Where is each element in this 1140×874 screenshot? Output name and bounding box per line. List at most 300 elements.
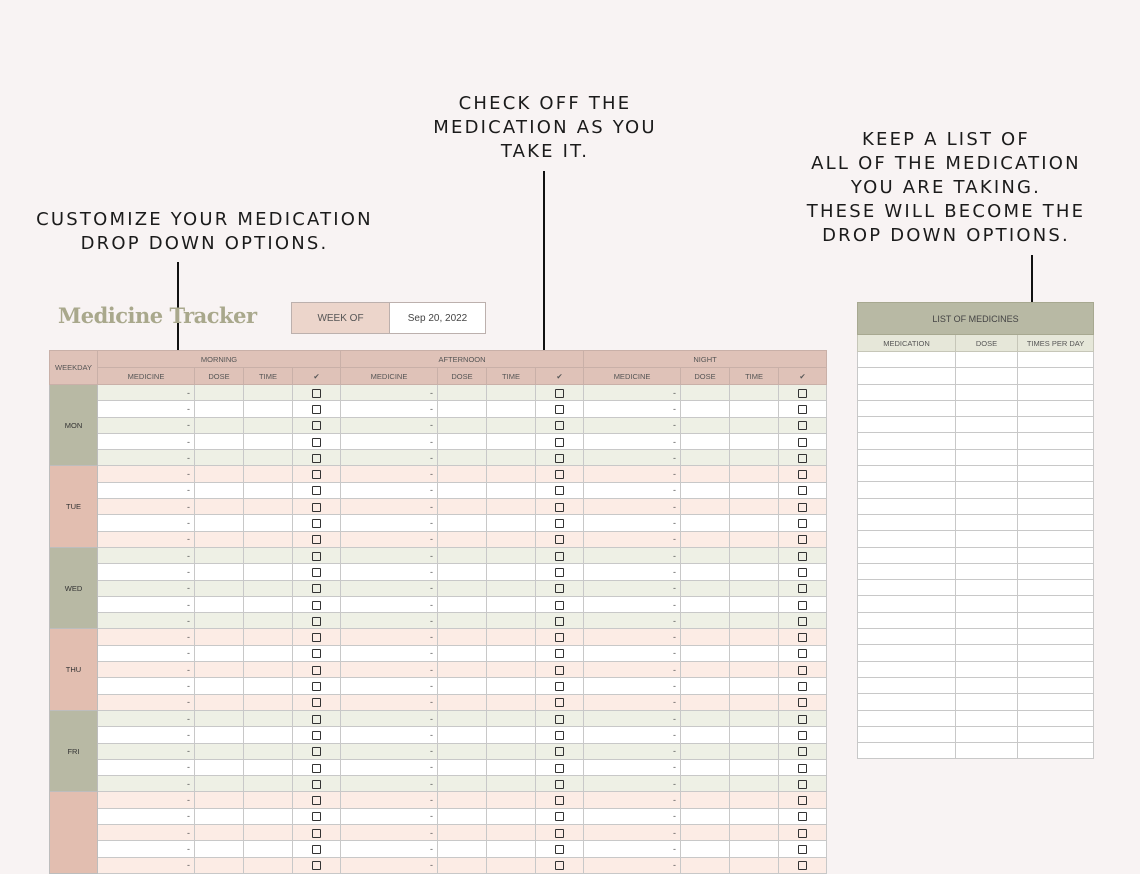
medicine-dropdown[interactable]: - [584, 645, 681, 661]
dose-cell[interactable] [438, 645, 487, 661]
week-of-input[interactable]: Sep 20, 2022 [390, 303, 485, 333]
medicine-dropdown[interactable]: - [341, 564, 438, 580]
medicine-dropdown[interactable]: - [98, 482, 195, 498]
medicine-dropdown[interactable]: - [341, 710, 438, 726]
dose-cell[interactable] [438, 433, 487, 449]
checkbox[interactable] [555, 747, 564, 756]
checkbox[interactable] [555, 829, 564, 838]
medicine-dropdown[interactable]: - [341, 515, 438, 531]
time-cell[interactable] [244, 385, 293, 401]
time-cell[interactable] [487, 743, 536, 759]
checkbox[interactable] [312, 731, 321, 740]
time-cell[interactable] [244, 433, 293, 449]
time-cell[interactable] [730, 580, 779, 596]
taken-checkbox-cell[interactable] [293, 450, 341, 466]
dose-cell[interactable] [681, 482, 730, 498]
time-cell[interactable] [730, 710, 779, 726]
time-cell[interactable] [244, 547, 293, 563]
taken-checkbox-cell[interactable] [536, 450, 584, 466]
time-cell[interactable] [244, 482, 293, 498]
taken-checkbox-cell[interactable] [779, 433, 827, 449]
taken-checkbox-cell[interactable] [293, 743, 341, 759]
times-per-day-input[interactable] [1018, 514, 1094, 530]
taken-checkbox-cell[interactable] [779, 499, 827, 515]
dose-input[interactable] [956, 743, 1018, 759]
taken-checkbox-cell[interactable] [536, 433, 584, 449]
checkbox[interactable] [798, 682, 807, 691]
medicine-dropdown[interactable]: - [584, 808, 681, 824]
dose-cell[interactable] [681, 662, 730, 678]
dose-cell[interactable] [195, 596, 244, 612]
dose-input[interactable] [956, 612, 1018, 628]
time-cell[interactable] [487, 678, 536, 694]
checkbox[interactable] [555, 454, 564, 463]
taken-checkbox-cell[interactable] [779, 759, 827, 775]
dose-cell[interactable] [195, 808, 244, 824]
time-cell[interactable] [730, 433, 779, 449]
time-cell[interactable] [487, 450, 536, 466]
time-cell[interactable] [730, 515, 779, 531]
taken-checkbox-cell[interactable] [536, 759, 584, 775]
dose-cell[interactable] [195, 857, 244, 873]
checkbox[interactable] [312, 617, 321, 626]
dose-cell[interactable] [681, 580, 730, 596]
time-cell[interactable] [730, 727, 779, 743]
time-cell[interactable] [730, 450, 779, 466]
checkbox[interactable] [555, 568, 564, 577]
time-cell[interactable] [730, 743, 779, 759]
time-cell[interactable] [244, 662, 293, 678]
checkbox[interactable] [312, 682, 321, 691]
medicine-dropdown[interactable]: - [98, 385, 195, 401]
times-per-day-input[interactable] [1018, 531, 1094, 547]
dose-input[interactable] [956, 368, 1018, 384]
medicine-dropdown[interactable]: - [98, 776, 195, 792]
times-per-day-input[interactable] [1018, 352, 1094, 368]
time-cell[interactable] [730, 466, 779, 482]
dose-cell[interactable] [438, 482, 487, 498]
taken-checkbox-cell[interactable] [293, 385, 341, 401]
dose-cell[interactable] [195, 727, 244, 743]
time-cell[interactable] [487, 694, 536, 710]
time-cell[interactable] [487, 808, 536, 824]
checkbox[interactable] [312, 405, 321, 414]
dose-cell[interactable] [195, 792, 244, 808]
checkbox[interactable] [555, 617, 564, 626]
dose-cell[interactable] [438, 808, 487, 824]
dose-input[interactable] [956, 629, 1018, 645]
dose-cell[interactable] [438, 547, 487, 563]
dose-cell[interactable] [195, 433, 244, 449]
times-per-day-input[interactable] [1018, 482, 1094, 498]
medicine-dropdown[interactable]: - [584, 776, 681, 792]
time-cell[interactable] [730, 694, 779, 710]
medicine-dropdown[interactable]: - [584, 433, 681, 449]
taken-checkbox-cell[interactable] [536, 710, 584, 726]
taken-checkbox-cell[interactable] [536, 482, 584, 498]
checkbox[interactable] [798, 454, 807, 463]
dose-cell[interactable] [438, 385, 487, 401]
checkbox[interactable] [555, 731, 564, 740]
medication-input[interactable] [858, 726, 956, 742]
dose-cell[interactable] [195, 743, 244, 759]
time-cell[interactable] [244, 417, 293, 433]
dose-cell[interactable] [195, 531, 244, 547]
taken-checkbox-cell[interactable] [779, 792, 827, 808]
checkbox[interactable] [555, 405, 564, 414]
medication-input[interactable] [858, 514, 956, 530]
time-cell[interactable] [487, 515, 536, 531]
taken-checkbox-cell[interactable] [293, 678, 341, 694]
dose-cell[interactable] [681, 466, 730, 482]
checkbox[interactable] [798, 861, 807, 870]
dose-cell[interactable] [681, 613, 730, 629]
dose-cell[interactable] [681, 401, 730, 417]
dose-cell[interactable] [195, 710, 244, 726]
time-cell[interactable] [244, 531, 293, 547]
time-cell[interactable] [244, 678, 293, 694]
time-cell[interactable] [244, 564, 293, 580]
dose-cell[interactable] [681, 417, 730, 433]
checkbox[interactable] [798, 617, 807, 626]
times-per-day-input[interactable] [1018, 400, 1094, 416]
medication-input[interactable] [858, 498, 956, 514]
time-cell[interactable] [487, 825, 536, 841]
dose-input[interactable] [956, 580, 1018, 596]
time-cell[interactable] [244, 776, 293, 792]
medicine-dropdown[interactable]: - [584, 580, 681, 596]
checkbox[interactable] [312, 486, 321, 495]
times-per-day-input[interactable] [1018, 498, 1094, 514]
time-cell[interactable] [487, 531, 536, 547]
time-cell[interactable] [244, 613, 293, 629]
checkbox[interactable] [798, 796, 807, 805]
medicine-dropdown[interactable]: - [341, 825, 438, 841]
dose-cell[interactable] [438, 678, 487, 694]
times-per-day-input[interactable] [1018, 629, 1094, 645]
time-cell[interactable] [730, 531, 779, 547]
medicine-dropdown[interactable]: - [584, 401, 681, 417]
checkbox[interactable] [798, 486, 807, 495]
checkbox[interactable] [798, 649, 807, 658]
dose-cell[interactable] [438, 499, 487, 515]
time-cell[interactable] [730, 596, 779, 612]
taken-checkbox-cell[interactable] [779, 645, 827, 661]
medicine-dropdown[interactable]: - [584, 727, 681, 743]
time-cell[interactable] [244, 694, 293, 710]
taken-checkbox-cell[interactable] [293, 499, 341, 515]
medication-input[interactable] [858, 629, 956, 645]
medicine-dropdown[interactable]: - [98, 857, 195, 873]
time-cell[interactable] [730, 825, 779, 841]
taken-checkbox-cell[interactable] [536, 776, 584, 792]
taken-checkbox-cell[interactable] [293, 547, 341, 563]
medicine-dropdown[interactable]: - [98, 808, 195, 824]
dose-cell[interactable] [438, 759, 487, 775]
medication-input[interactable] [858, 694, 956, 710]
taken-checkbox-cell[interactable] [779, 629, 827, 645]
checkbox[interactable] [312, 421, 321, 430]
times-per-day-input[interactable] [1018, 661, 1094, 677]
taken-checkbox-cell[interactable] [536, 743, 584, 759]
times-per-day-input[interactable] [1018, 563, 1094, 579]
medication-input[interactable] [858, 482, 956, 498]
checkbox[interactable] [798, 731, 807, 740]
medicine-dropdown[interactable]: - [584, 710, 681, 726]
taken-checkbox-cell[interactable] [779, 482, 827, 498]
time-cell[interactable] [487, 645, 536, 661]
taken-checkbox-cell[interactable] [293, 596, 341, 612]
dose-cell[interactable] [195, 645, 244, 661]
checkbox[interactable] [798, 633, 807, 642]
taken-checkbox-cell[interactable] [293, 825, 341, 841]
taken-checkbox-cell[interactable] [536, 499, 584, 515]
taken-checkbox-cell[interactable] [293, 727, 341, 743]
medicine-dropdown[interactable]: - [341, 808, 438, 824]
medicine-dropdown[interactable]: - [98, 531, 195, 547]
taken-checkbox-cell[interactable] [293, 776, 341, 792]
taken-checkbox-cell[interactable] [293, 580, 341, 596]
dose-cell[interactable] [681, 792, 730, 808]
medicine-dropdown[interactable]: - [584, 825, 681, 841]
time-cell[interactable] [244, 466, 293, 482]
dose-cell[interactable] [195, 385, 244, 401]
medication-input[interactable] [858, 743, 956, 759]
dose-input[interactable] [956, 563, 1018, 579]
taken-checkbox-cell[interactable] [779, 531, 827, 547]
taken-checkbox-cell[interactable] [536, 808, 584, 824]
time-cell[interactable] [487, 857, 536, 873]
medicine-dropdown[interactable]: - [584, 857, 681, 873]
time-cell[interactable] [244, 792, 293, 808]
checkbox[interactable] [555, 845, 564, 854]
dose-cell[interactable] [438, 450, 487, 466]
time-cell[interactable] [487, 547, 536, 563]
medicine-dropdown[interactable]: - [584, 450, 681, 466]
taken-checkbox-cell[interactable] [536, 857, 584, 873]
time-cell[interactable] [244, 808, 293, 824]
checkbox[interactable] [312, 812, 321, 821]
time-cell[interactable] [730, 792, 779, 808]
time-cell[interactable] [730, 759, 779, 775]
taken-checkbox-cell[interactable] [293, 662, 341, 678]
medicine-dropdown[interactable]: - [584, 482, 681, 498]
checkbox[interactable] [798, 764, 807, 773]
time-cell[interactable] [487, 629, 536, 645]
checkbox[interactable] [555, 470, 564, 479]
taken-checkbox-cell[interactable] [293, 531, 341, 547]
medicine-dropdown[interactable]: - [341, 385, 438, 401]
taken-checkbox-cell[interactable] [293, 482, 341, 498]
checkbox[interactable] [555, 861, 564, 870]
taken-checkbox-cell[interactable] [536, 547, 584, 563]
dose-input[interactable] [956, 466, 1018, 482]
taken-checkbox-cell[interactable] [779, 580, 827, 596]
medicine-dropdown[interactable]: - [584, 515, 681, 531]
checkbox[interactable] [312, 519, 321, 528]
medicine-dropdown[interactable]: - [341, 433, 438, 449]
dose-cell[interactable] [681, 629, 730, 645]
time-cell[interactable] [730, 645, 779, 661]
dose-cell[interactable] [195, 401, 244, 417]
taken-checkbox-cell[interactable] [779, 613, 827, 629]
medication-input[interactable] [858, 531, 956, 547]
dose-cell[interactable] [195, 515, 244, 531]
time-cell[interactable] [487, 564, 536, 580]
dose-cell[interactable] [195, 678, 244, 694]
medication-input[interactable] [858, 433, 956, 449]
taken-checkbox-cell[interactable] [779, 743, 827, 759]
dose-input[interactable] [956, 449, 1018, 465]
dose-input[interactable] [956, 498, 1018, 514]
taken-checkbox-cell[interactable] [779, 776, 827, 792]
medicine-dropdown[interactable]: - [341, 694, 438, 710]
medicine-dropdown[interactable]: - [341, 401, 438, 417]
dose-cell[interactable] [681, 825, 730, 841]
dose-cell[interactable] [681, 694, 730, 710]
dose-cell[interactable] [195, 482, 244, 498]
taken-checkbox-cell[interactable] [779, 808, 827, 824]
medicine-dropdown[interactable]: - [341, 776, 438, 792]
time-cell[interactable] [244, 645, 293, 661]
time-cell[interactable] [487, 662, 536, 678]
taken-checkbox-cell[interactable] [536, 613, 584, 629]
medication-input[interactable] [858, 596, 956, 612]
taken-checkbox-cell[interactable] [536, 792, 584, 808]
dose-cell[interactable] [195, 564, 244, 580]
checkbox[interactable] [555, 584, 564, 593]
time-cell[interactable] [244, 596, 293, 612]
dose-input[interactable] [956, 661, 1018, 677]
dose-cell[interactable] [681, 808, 730, 824]
dose-cell[interactable] [681, 776, 730, 792]
dose-cell[interactable] [681, 450, 730, 466]
checkbox[interactable] [798, 584, 807, 593]
taken-checkbox-cell[interactable] [779, 596, 827, 612]
medicine-dropdown[interactable]: - [584, 792, 681, 808]
medicine-dropdown[interactable]: - [584, 629, 681, 645]
dose-input[interactable] [956, 352, 1018, 368]
medicine-dropdown[interactable]: - [341, 645, 438, 661]
medicine-dropdown[interactable]: - [584, 759, 681, 775]
medication-input[interactable] [858, 417, 956, 433]
taken-checkbox-cell[interactable] [536, 694, 584, 710]
checkbox[interactable] [312, 552, 321, 561]
checkbox[interactable] [312, 861, 321, 870]
checkbox[interactable] [555, 649, 564, 658]
medicine-dropdown[interactable]: - [341, 596, 438, 612]
medicine-dropdown[interactable]: - [341, 482, 438, 498]
dose-input[interactable] [956, 694, 1018, 710]
dose-cell[interactable] [681, 710, 730, 726]
taken-checkbox-cell[interactable] [536, 645, 584, 661]
dose-cell[interactable] [438, 613, 487, 629]
medicine-dropdown[interactable]: - [98, 727, 195, 743]
medicine-dropdown[interactable]: - [98, 662, 195, 678]
checkbox[interactable] [798, 438, 807, 447]
medicine-dropdown[interactable]: - [98, 515, 195, 531]
medicine-dropdown[interactable]: - [98, 743, 195, 759]
medicine-dropdown[interactable]: - [341, 857, 438, 873]
medicine-dropdown[interactable]: - [98, 678, 195, 694]
times-per-day-input[interactable] [1018, 368, 1094, 384]
medicine-dropdown[interactable]: - [584, 743, 681, 759]
time-cell[interactable] [730, 564, 779, 580]
checkbox[interactable] [312, 535, 321, 544]
medication-input[interactable] [858, 563, 956, 579]
dose-cell[interactable] [438, 694, 487, 710]
time-cell[interactable] [730, 547, 779, 563]
medicine-dropdown[interactable]: - [584, 841, 681, 857]
dose-input[interactable] [956, 531, 1018, 547]
taken-checkbox-cell[interactable] [779, 450, 827, 466]
time-cell[interactable] [487, 710, 536, 726]
time-cell[interactable] [730, 678, 779, 694]
dose-cell[interactable] [681, 645, 730, 661]
checkbox[interactable] [555, 438, 564, 447]
dose-cell[interactable] [195, 759, 244, 775]
medicine-dropdown[interactable]: - [584, 613, 681, 629]
checkbox[interactable] [312, 780, 321, 789]
medicine-dropdown[interactable]: - [341, 792, 438, 808]
dose-cell[interactable] [438, 662, 487, 678]
time-cell[interactable] [730, 857, 779, 873]
time-cell[interactable] [730, 613, 779, 629]
taken-checkbox-cell[interactable] [536, 629, 584, 645]
checkbox[interactable] [798, 715, 807, 724]
dose-input[interactable] [956, 417, 1018, 433]
dose-cell[interactable] [681, 678, 730, 694]
taken-checkbox-cell[interactable] [536, 564, 584, 580]
checkbox[interactable] [312, 845, 321, 854]
times-per-day-input[interactable] [1018, 384, 1094, 400]
medication-input[interactable] [858, 645, 956, 661]
medication-input[interactable] [858, 580, 956, 596]
medicine-dropdown[interactable]: - [584, 662, 681, 678]
dose-cell[interactable] [438, 466, 487, 482]
time-cell[interactable] [487, 433, 536, 449]
dose-cell[interactable] [438, 596, 487, 612]
time-cell[interactable] [487, 580, 536, 596]
medicine-dropdown[interactable]: - [98, 466, 195, 482]
taken-checkbox-cell[interactable] [293, 808, 341, 824]
times-per-day-input[interactable] [1018, 612, 1094, 628]
medication-input[interactable] [858, 449, 956, 465]
time-cell[interactable] [244, 450, 293, 466]
taken-checkbox-cell[interactable] [293, 515, 341, 531]
checkbox[interactable] [312, 829, 321, 838]
checkbox[interactable] [555, 633, 564, 642]
dose-input[interactable] [956, 645, 1018, 661]
medicine-dropdown[interactable]: - [98, 629, 195, 645]
taken-checkbox-cell[interactable] [536, 727, 584, 743]
medicine-dropdown[interactable]: - [98, 433, 195, 449]
time-cell[interactable] [487, 727, 536, 743]
checkbox[interactable] [798, 698, 807, 707]
medicine-dropdown[interactable]: - [341, 580, 438, 596]
checkbox[interactable] [555, 535, 564, 544]
dose-cell[interactable] [195, 580, 244, 596]
medicine-dropdown[interactable]: - [584, 694, 681, 710]
taken-checkbox-cell[interactable] [779, 547, 827, 563]
checkbox[interactable] [798, 829, 807, 838]
time-cell[interactable] [487, 776, 536, 792]
taken-checkbox-cell[interactable] [779, 515, 827, 531]
medicine-dropdown[interactable]: - [584, 417, 681, 433]
dose-cell[interactable] [438, 776, 487, 792]
dose-cell[interactable] [438, 857, 487, 873]
checkbox[interactable] [312, 747, 321, 756]
